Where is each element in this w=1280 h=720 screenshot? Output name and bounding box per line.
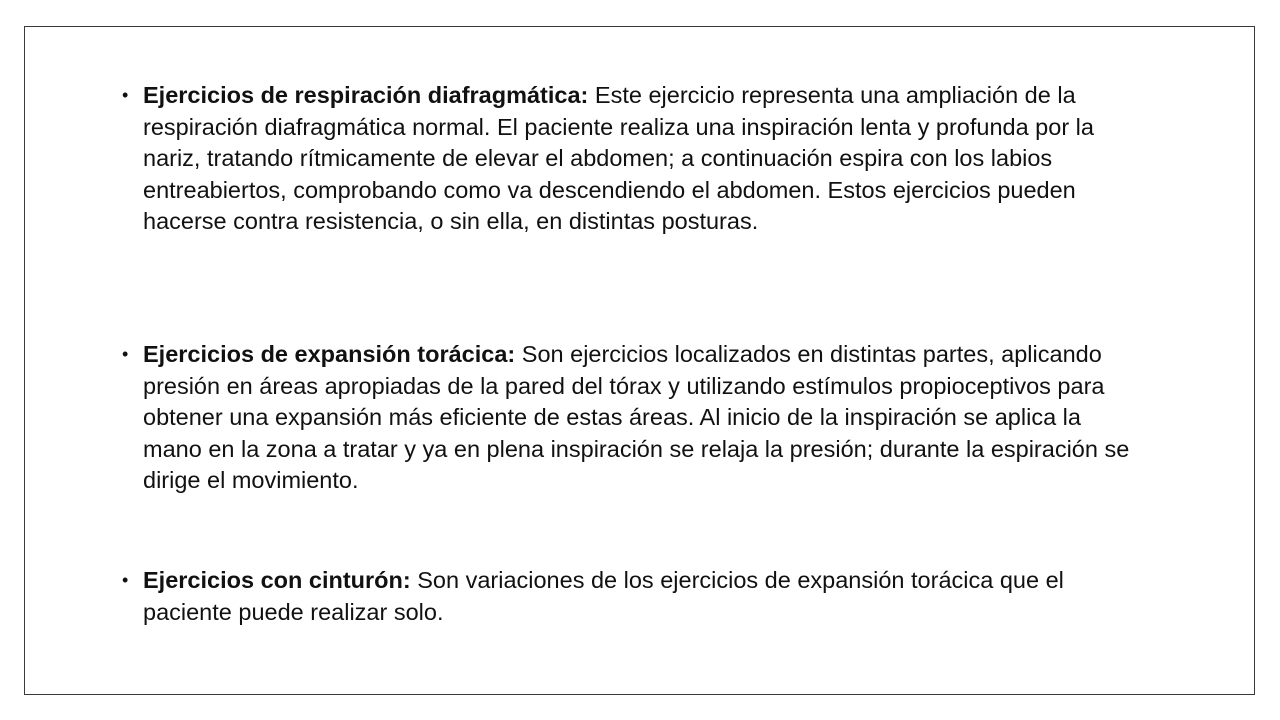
bullet-item-thoracic-expansion bbox=[122, 339, 1133, 497]
bullet-term: Ejercicios con cinturón: bbox=[143, 567, 411, 593]
bullet-item-belt bbox=[122, 565, 1133, 628]
bullet-dot-icon: • bbox=[122, 344, 129, 364]
bullet-dot-icon: • bbox=[122, 570, 129, 590]
bullet-text: Son variaciones de los ejercicios de expansión torácica que el paciente puede realizar solo. bbox=[143, 567, 1064, 625]
bullet-term: Ejercicios de respiración diafragmática: bbox=[143, 82, 589, 108]
bullet-dot-icon: • bbox=[122, 85, 129, 105]
bullet-term: Ejercicios de expansión torácica: bbox=[143, 341, 516, 367]
bullet-text: Este ejercicio representa una ampliación de la respiración diafragmática normal. El paciente realiza una inspiración lenta y profunda por la nariz, tratando rítmicamente de elevar el abdomen; a continuación espira con los labios entreabiertos, comprobando como va descendiendo el abdomen. Estos ejercicios pueden hacerse contra resistencia, o sin ella, en distintas posturas. bbox=[143, 82, 1094, 234]
bullet-text: Son ejercicios localizados en distintas partes, aplicando presión en áreas apropiadas de la pared del tórax y utilizando estímulos propioceptivos para obtener una expansión más eficiente de estas áreas. Al inicio de la inspiración se aplica la mano en la zona a tratar y ya en plena inspiración se relaja la presión; durante la espiración se dirige el movimiento. bbox=[143, 341, 1130, 493]
bullet-item-diaphragmatic bbox=[122, 80, 1133, 238]
